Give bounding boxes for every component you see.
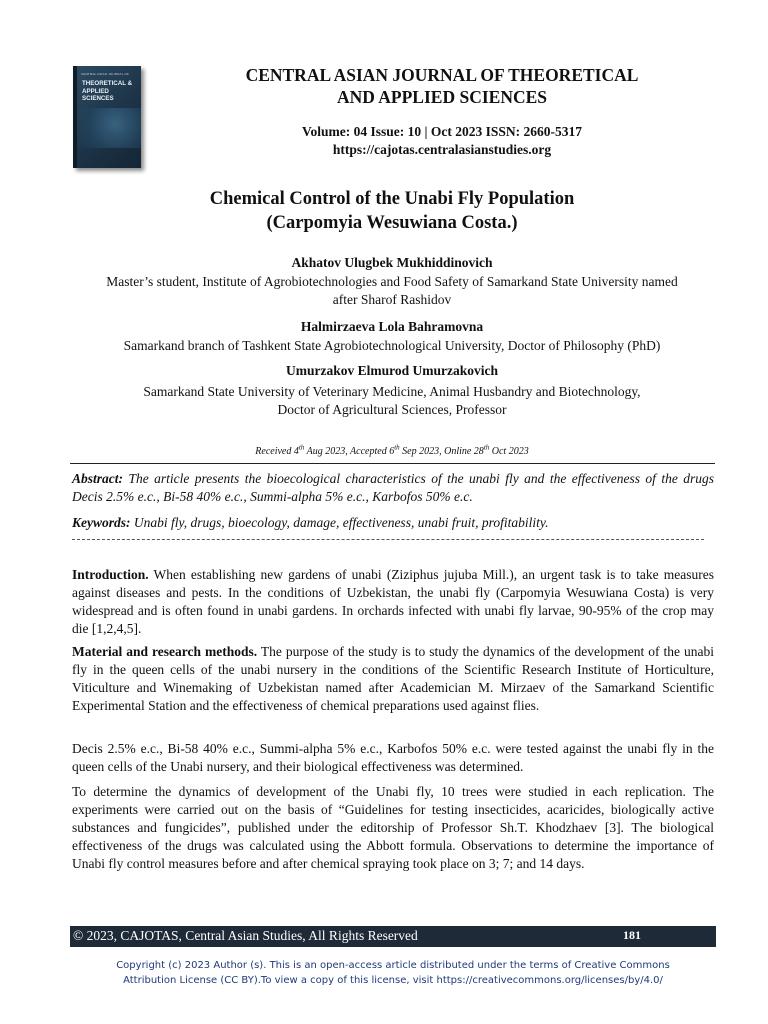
author-name: Umurzakov Elmurod Umurzakovich — [285, 363, 498, 378]
author-affiliation — [60, 273, 724, 309]
affiliation-line: Samarkand State University of Veterinary Medicine, Animal Husbandry and Biotechnology, — [143, 384, 641, 399]
article-title-line1: Chemical Control of the Unabi Fly Population — [209, 189, 575, 209]
author-affiliation — [60, 337, 724, 355]
received-dates — [60, 445, 724, 459]
author-affiliation — [60, 383, 724, 419]
copyright-notice: © 2023, CAJOTAS, Central Asian Studies, All Rights Reserved — [73, 928, 418, 943]
license-line[interactable]: Attribution License (CC BY).To view a copy of this license, visit https://creativecommons.org/licenses/by/4.0/ — [123, 975, 663, 986]
affiliation-line: Samarkand branch of Tashkent State Agrobiotechnological University, Doctor of Philosophy (PhD) — [123, 338, 661, 353]
cover-title: THEORETICAL & APPLIED SCIENCES — [82, 80, 133, 102]
ordinal-suffix: th — [394, 443, 400, 452]
journal-title-line2: AND APPLIED SCIENCES — [336, 87, 548, 107]
affiliation-line: Master’s student, Institute of Agrobiotechnologies and Food Safety of Samarkand State University named — [106, 274, 678, 289]
abstract-text: The article presents the bioecological characteristics of the unabi fly and the effectiveness of the drugs Decis 2.5% e.c., Bi-58 40% e.c., Summi-alpha 5% e.c., Karbofos 50% e.c. — [72, 471, 714, 504]
page-number: 181 — [623, 928, 641, 942]
license-line: Copyright (c) 2023 Author (s). This is an open-access article distributed under the terms of Creative Commons — [116, 960, 670, 971]
journal-title — [150, 64, 734, 108]
introduction-paragraph — [72, 566, 714, 638]
affiliation-line: Doctor of Agricultural Sciences, Professor — [277, 402, 507, 417]
journal-cover-image — [73, 66, 141, 168]
article-title — [60, 187, 724, 235]
footer-bar — [70, 926, 716, 947]
ordinal-suffix: th — [298, 443, 305, 452]
online-date: Oct 2023 — [489, 446, 529, 457]
author-name: Akhatov Ulugbek Mukhiddinovich — [291, 255, 493, 270]
article-title-line2: (Carpomyia Wesuwiana Costa.) — [266, 213, 518, 233]
journal-title-line1: CENTRAL ASIAN JOURNAL OF THEORETICAL — [245, 65, 639, 85]
experiment-paragraph: To determine the dynamics of development of the Unabi fly, 10 trees were studied in each replication. The experiments were carried out on the basis of “Guidelines for testing insecticides, acaricides, biologically active substances and fungicides”, published under the editorship of Professor Sh.T. Khodzhaev [3]. The biological effectiveness of the drugs was calculated using the Abbott formula. Observations to determine the importance of Unabi fly control measures before and after chemical spraying took place on 3; 7; and 14 days. — [72, 784, 714, 871]
abstract-top-rule — [70, 463, 715, 464]
methods-text: The purpose of the study is to study the dynamics of the development of the unabi fly in the queen cells of the unabi nursery in the conditions of the Scientific Research Institute of Horticulture, Viticulture and Winemaking of Uzbekistan named after Academician M. Mirzaev of the Samarkand Scientific Experimental Station and the effectiveness of chemical preparations used against flies. — [72, 644, 714, 713]
online-text: Sep 2023, Online 28 — [399, 446, 484, 457]
drugs-tested-paragraph: Decis 2.5% e.c., Bi-58 40% e.c., Summi-alpha 5% e.c., Karbofos 50% e.c. were tested against the unabi fly in the queen cells of the Unabi nursery, and their biological effectiveness was determined. — [72, 741, 714, 774]
introduction-heading: Introduction. — [72, 567, 149, 582]
keywords-label: Keywords: — [72, 515, 131, 530]
methods-paragraph — [72, 643, 714, 715]
keywords-divider — [72, 539, 704, 540]
introduction-text: When establishing new gardens of unabi (Ziziphus jujuba Mill.), an urgent task is to take measures against diseases and pests. In the conditions of Uzbekistan, the unabi fly (Carpomyia Wesuwiana Costa) is very widespread and is often found in unabi gardens. In orchards infected with unabi fly larvae, 90-95% of the crop may die [1,2,4,5]. — [72, 567, 714, 636]
ordinal-suffix: th — [483, 443, 490, 452]
journal-url[interactable]: https://cajotas.centralasianstudies.org — [332, 142, 552, 157]
keywords-text: Unabi fly, drugs, bioecology, damage, effectiveness, unabi fruit, profitability. — [130, 515, 549, 530]
cover-graphic — [77, 108, 141, 148]
volume-issue-issn: Volume: 04 Issue: 10 | Oct 2023 ISSN: 2660-5317 — [302, 124, 582, 139]
abstract-label: Abstract: — [72, 471, 124, 486]
cover-top-text: CENTRAL ASIAN JOURNAL OF — [81, 72, 130, 76]
keywords — [72, 514, 714, 532]
methods-heading: Material and research methods. — [72, 644, 258, 659]
affiliation-line: after Sharof Rashidov — [332, 292, 452, 307]
author-name: Halmirzaeva Lola Bahramovna — [300, 319, 484, 334]
journal-meta — [150, 123, 734, 159]
license-notice — [70, 958, 716, 988]
accepted-text: Aug 2023, Accepted 6 — [304, 446, 395, 457]
abstract — [72, 470, 714, 506]
received-text: Received 4 — [255, 446, 299, 457]
